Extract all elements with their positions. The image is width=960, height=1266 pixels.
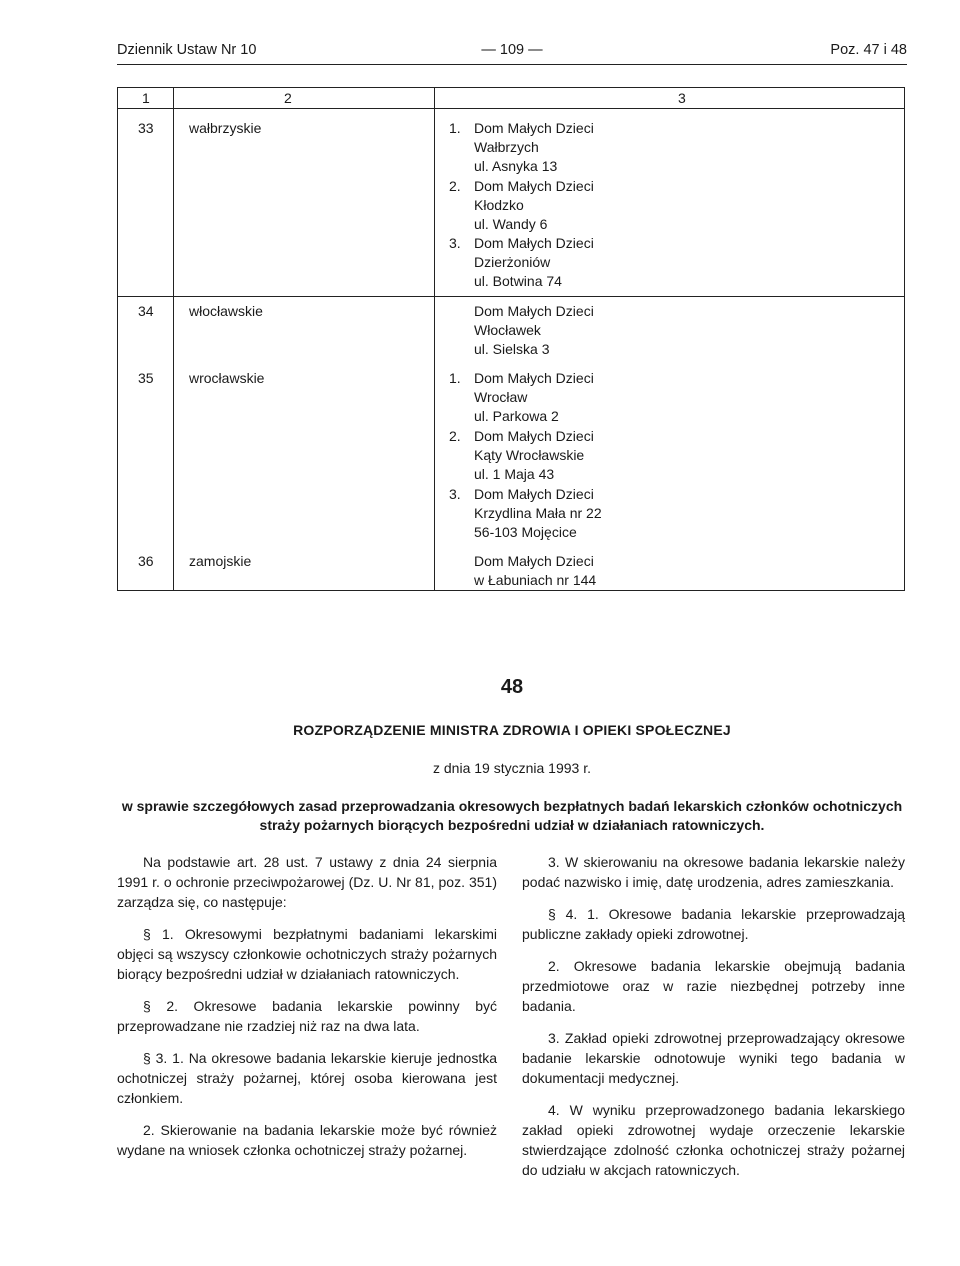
entry-number: 1. bbox=[449, 370, 461, 386]
running-header bbox=[117, 42, 907, 64]
entry-number: 2. bbox=[449, 428, 461, 444]
institution-city: Włocławek bbox=[474, 322, 541, 338]
institution-name: Dom Małych Dzieci bbox=[474, 553, 594, 569]
paragraph: 3. Zakład opieki zdrowotnej przeprowadzający okresowe badanie lekarskie odnotowuje wyniki tego badania w dokumentacji medycznej. bbox=[522, 1030, 905, 1086]
institution-address: w Łabuniach nr 144 bbox=[474, 572, 597, 588]
column-divider bbox=[173, 88, 174, 590]
column-divider bbox=[434, 88, 435, 590]
column-header-2: 2 bbox=[284, 90, 292, 106]
institution-address: 56-103 Mojęcice bbox=[474, 524, 577, 540]
institution-entry bbox=[474, 302, 594, 359]
institution-address: ul. Botwina 74 bbox=[474, 273, 562, 289]
entry-number: 3. bbox=[449, 235, 461, 251]
entry-number: 2. bbox=[449, 178, 461, 194]
page-number: — 109 — bbox=[481, 42, 543, 58]
institutions-table bbox=[117, 87, 905, 591]
act-date: z dnia 19 stycznia 1993 r. bbox=[433, 760, 591, 776]
body-column-right bbox=[522, 852, 905, 1180]
institution-name: Dom Małych Dzieci bbox=[474, 235, 594, 251]
institution-city: Kąty Wrocławskie bbox=[474, 447, 585, 463]
act-number: 48 bbox=[500, 676, 524, 698]
row-number: 35 bbox=[138, 370, 154, 386]
paragraph: § 2. Okresowe badania lekarskie powinny być przeprowadzane nie rzadziej niż raz na dwa lata. bbox=[117, 998, 497, 1034]
column-header-3: 3 bbox=[678, 90, 686, 106]
institution-entry bbox=[449, 234, 594, 291]
institution-name: Dom Małych Dzieci bbox=[474, 120, 594, 136]
institution-entry bbox=[449, 369, 594, 426]
paragraph: § 1. Okresowymi bezpłatnymi badaniami lekarskimi objęci są wszyscy członkowie ochotniczych straży pożarnych biorący bezpośredni udział w działaniach ratowniczych. bbox=[117, 926, 497, 982]
institution-address: ul. Parkowa 2 bbox=[474, 408, 559, 424]
voivodeship-name: wrocławskie bbox=[189, 370, 265, 386]
institution-entry bbox=[474, 552, 596, 590]
institution-entry bbox=[449, 427, 594, 484]
paragraph: 3. W skierowaniu na okresowe badania lekarskie należy podać nazwisko i imię, datę urodzenia, adres zamieszkania. bbox=[522, 854, 905, 890]
header-row-rule bbox=[118, 108, 904, 109]
institution-address: ul. Wandy 6 bbox=[474, 216, 548, 232]
paragraph: 2. Skierowanie na badania lekarskie może być również wydane na wniosek członka ochotniczej straży pożarnej. bbox=[117, 1122, 497, 1158]
institution-city: Krzydlina Mała nr 22 bbox=[474, 505, 602, 521]
institution-address: ul. Sielska 3 bbox=[474, 341, 550, 357]
institution-entry bbox=[449, 177, 594, 234]
entry-number: 3. bbox=[449, 486, 461, 502]
institution-name: Dom Małych Dzieci bbox=[474, 486, 594, 502]
journal-name: Dziennik Ustaw Nr 10 bbox=[117, 42, 257, 58]
act-title: ROZPORZĄDZENIE MINISTRA ZDROWIA I OPIEKI SPOŁECZNEJ bbox=[293, 722, 731, 738]
voivodeship-name: zamojskie bbox=[189, 553, 252, 569]
entry-number: 1. bbox=[449, 120, 461, 136]
institution-address: ul. 1 Maja 43 bbox=[474, 466, 555, 482]
institution-address: ul. Asnyka 13 bbox=[474, 158, 558, 174]
paragraph: Na podstawie art. 28 ust. 7 ustawy z dnia 24 sierpnia 1991 r. o ochronie przeciwpożarowej (Dz. U. Nr 81, poz. 351) zarządza się, co następuje: bbox=[117, 854, 497, 910]
row-number: 33 bbox=[138, 120, 154, 136]
paragraph: § 3. 1. Na okresowe badania lekarskie kieruje jednostka ochotniczej straży pożarnej, której osoba kierowana jest członkiem. bbox=[117, 1050, 497, 1106]
institution-city: Wrocław bbox=[474, 389, 528, 405]
act-subject: w sprawie szczegółowych zasad przeprowadzania okresowych bezpłatnych badań lekarskich członków ochotniczych straży pożarnych biorących bezpośredni udział w działaniach ratowniczych. bbox=[121, 798, 903, 833]
institution-city: Wałbrzych bbox=[474, 139, 539, 155]
institution-name: Dom Małych Dzieci bbox=[474, 303, 594, 319]
institution-name: Dom Małych Dzieci bbox=[474, 370, 594, 386]
paragraph: 4. W wyniku przeprowadzonego badania lekarskiego zakład opieki zdrowotnej wydaje orzeczenie lekarskie stwierdzające zdolność członka ochotniczej straży pożarnej do udziału w akcjach ratowniczych. bbox=[522, 1102, 905, 1178]
body-column-left bbox=[117, 852, 497, 1160]
institution-entry bbox=[449, 119, 594, 176]
row-number: 36 bbox=[138, 553, 154, 569]
institution-name: Dom Małych Dzieci bbox=[474, 428, 594, 444]
institution-city: Dzierżoniów bbox=[474, 254, 551, 270]
row-number: 34 bbox=[138, 303, 154, 319]
institution-entry bbox=[449, 485, 602, 542]
institution-name: Dom Małych Dzieci bbox=[474, 178, 594, 194]
voivodeship-name: wałbrzyskie bbox=[189, 120, 262, 136]
voivodeship-name: włocławskie bbox=[189, 303, 263, 319]
column-header-1: 1 bbox=[142, 90, 150, 106]
row-rule bbox=[118, 296, 904, 297]
paragraph: § 4. 1. Okresowe badania lekarskie przeprowadzają publiczne zakłady opieki zdrowotnej. bbox=[522, 906, 905, 942]
position-reference: Poz. 47 i 48 bbox=[830, 42, 907, 58]
paragraph: 2. Okresowe badania lekarskie obejmują badania przedmiotowe oraz w razie niezbędnej potrzeby inne badania. bbox=[522, 958, 905, 1014]
header-rule bbox=[117, 64, 907, 65]
institution-city: Kłodzko bbox=[474, 197, 524, 213]
